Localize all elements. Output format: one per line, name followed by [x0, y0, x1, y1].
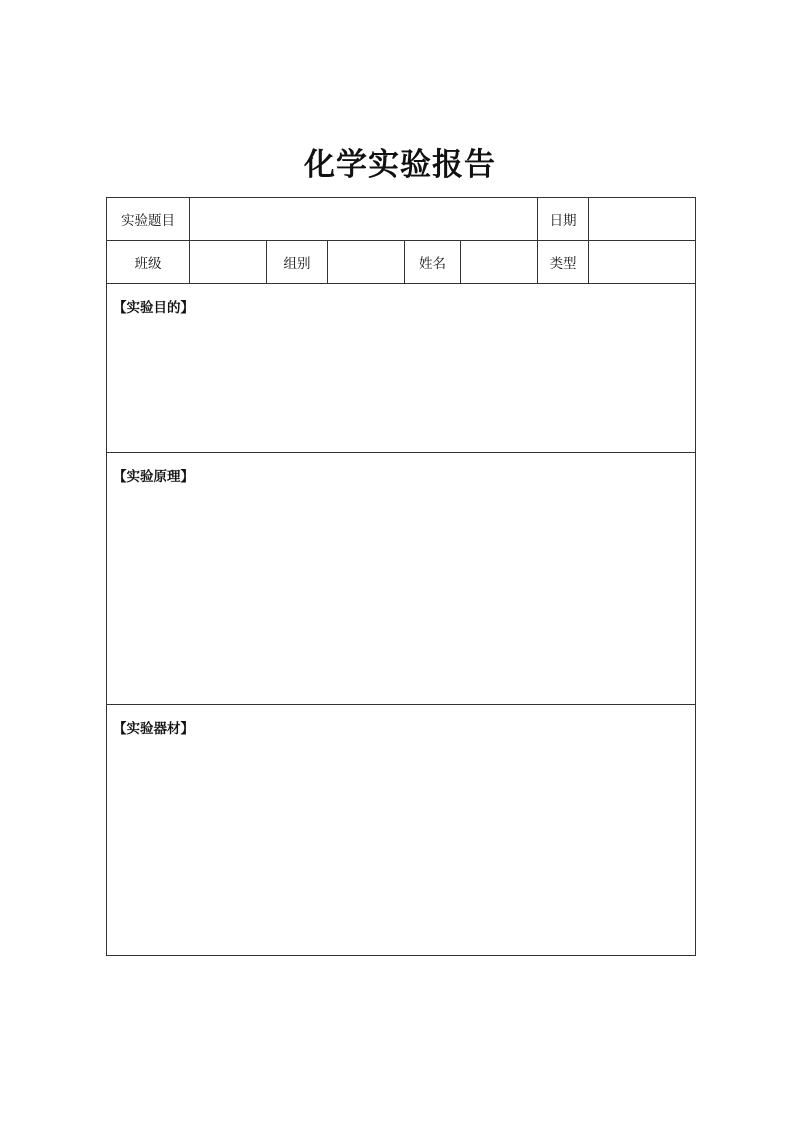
name-label: 姓名 [405, 241, 461, 284]
section-purpose[interactable] [107, 284, 696, 453]
report-table [106, 197, 696, 956]
class-label: 班级 [107, 241, 190, 284]
section-materials[interactable] [107, 705, 696, 956]
class-field[interactable] [190, 241, 267, 284]
name-field[interactable] [461, 241, 538, 284]
section-principle-heading: 【实验原理】 [113, 469, 194, 485]
group-label: 组别 [267, 241, 328, 284]
date-label: 日期 [538, 198, 589, 241]
section-row-materials [107, 705, 696, 956]
type-field[interactable] [589, 241, 696, 284]
section-row-principle [107, 453, 696, 705]
section-principle[interactable] [107, 453, 696, 705]
header-row-info [107, 241, 696, 284]
topic-label: 实验题目 [107, 198, 190, 241]
date-field[interactable] [589, 198, 696, 241]
header-row-topic [107, 198, 696, 241]
section-row-purpose [107, 284, 696, 453]
type-label: 类型 [538, 241, 589, 284]
section-materials-heading: 【实验器材】 [113, 721, 194, 737]
section-purpose-heading: 【实验目的】 [113, 300, 194, 316]
topic-field[interactable] [190, 198, 538, 241]
group-field[interactable] [328, 241, 405, 284]
page-title: 化学实验报告 [304, 147, 496, 183]
